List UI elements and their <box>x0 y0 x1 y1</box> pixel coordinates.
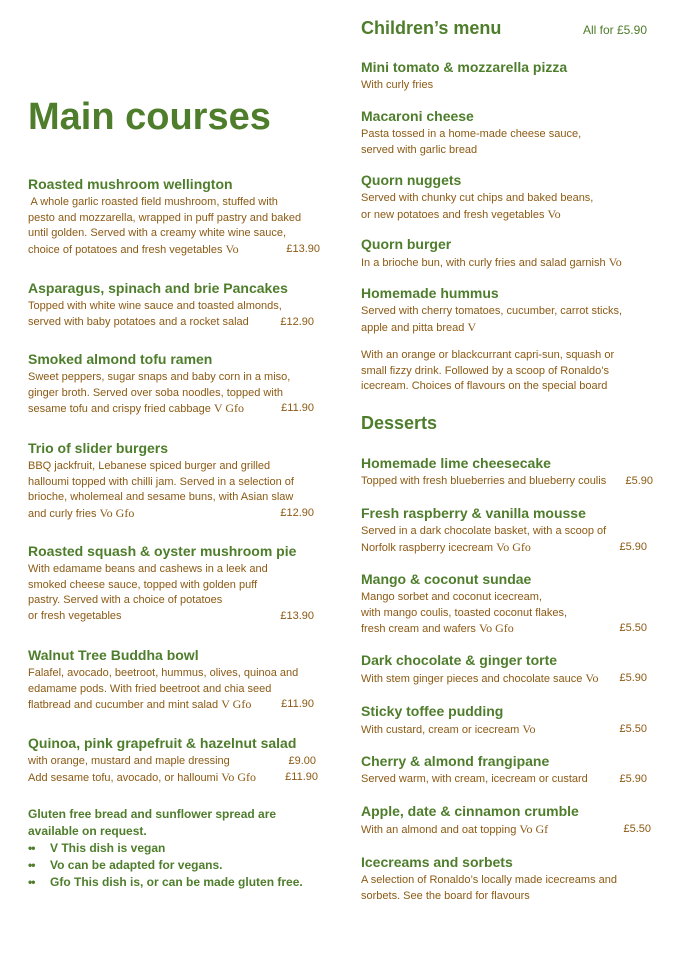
dish-desc-line: brioche, wholemeal and sesame buns, with Asian slaw <box>28 491 294 503</box>
diet-tag: V Gfo <box>213 401 245 415</box>
dish-price: £11.90 <box>285 770 318 783</box>
dish-desc-line: Served warm, with cream, icecream or custard <box>361 773 588 785</box>
dish-desc-line: Norfolk raspberry icecream <box>361 541 494 554</box>
dish-name: Macaroni cheese <box>361 108 474 124</box>
dish-desc-line: smoked cheese sauce, topped with golden puff <box>28 578 258 591</box>
dish-name: Icecreams and sorbets <box>361 854 513 870</box>
menu-item <box>28 647 314 714</box>
menu-item <box>28 280 314 330</box>
diet-tag: Vo <box>547 206 561 221</box>
dish-desc-line: Topped with white wine sauce and toasted almonds, <box>28 300 282 312</box>
dish-name: Roasted squash & oyster mushroom pie <box>28 543 297 559</box>
dish-price: £5.50 <box>619 723 647 735</box>
dish-desc-line: A selection of Ronaldo’s locally made icecreams and <box>361 874 617 886</box>
note-bullet <box>28 840 328 857</box>
dish-desc-line: Pasta tossed in a home-made cheese sauce, <box>361 128 582 140</box>
menu-item <box>28 735 318 786</box>
menu-item <box>361 753 647 788</box>
note-bullet <box>28 857 328 874</box>
dietary-notes <box>28 806 328 891</box>
dish-price: £5.90 <box>625 475 653 487</box>
dish-desc-line: With custard, cream or icecream <box>361 724 520 736</box>
dish-price: £11.90 <box>281 698 314 710</box>
main-courses-title: Main courses <box>28 96 271 138</box>
diet-tag: V <box>467 319 477 334</box>
dish-desc-line: edamame pods. With fried beetroot and chia seed <box>28 682 272 695</box>
diet-tag: Vo Gfo <box>479 621 514 635</box>
dish-desc-line: flatbread and cucumber and mint salad <box>28 699 219 711</box>
extras-line: icecream. Choices of flavours on the special board <box>361 380 608 392</box>
dish-price: £12.90 <box>280 506 314 519</box>
diet-tag: Vo <box>585 671 599 685</box>
menu-item <box>361 703 647 739</box>
menu-item <box>361 505 647 556</box>
dish-price: £13.90 <box>286 242 320 255</box>
dish-desc-line: pastry. Served with a choice of potatoes <box>28 594 223 606</box>
bullet-dot: •• <box>28 858 35 872</box>
dish-desc-line: or fresh vegetables <box>28 609 122 622</box>
diet-tag: Vo <box>608 255 622 269</box>
dish-desc-line: With curly fries <box>361 79 434 91</box>
dish-name: Apple, date & cinnamon crumble <box>361 803 579 819</box>
dish-desc-line: Topped with fresh blueberries and blueberry coulis <box>361 475 607 487</box>
dish-desc-line: In a brioche bun, with curly fries and salad garnish <box>361 257 606 269</box>
menu-item <box>28 440 314 522</box>
dish-price: £11.90 <box>281 402 314 414</box>
dish-desc-line: with orange, mustard and maple dressing <box>28 755 230 767</box>
note-text: V This dish is vegan <box>50 841 166 855</box>
dish-desc-line: Add sesame tofu, avocado, or halloumi <box>28 771 219 784</box>
dish-price: £5.50 <box>619 622 647 634</box>
menu-item <box>361 236 661 272</box>
dish-desc-line: ginger broth. Served over soba noodles, topped with <box>28 386 283 399</box>
dish-name: Sticky toffee pudding <box>361 703 504 719</box>
dish-desc-line: and curly fries <box>28 507 97 520</box>
dish-desc-line: until golden. Served with a creamy white wine sauce, <box>28 227 287 239</box>
menu-item <box>28 543 314 624</box>
diet-tag: Vo <box>225 241 239 256</box>
childrens-menu-title: Children’s menu <box>361 18 502 38</box>
diet-tag: Vo Gfo <box>99 505 135 520</box>
dish-desc-line: Served with cherry tomatoes, cucumber, carrot sticks, <box>361 305 623 317</box>
dish-desc-line: Falafel, avocado, beetroot, hummus, olives, quinoa and <box>28 667 299 679</box>
note-bullet <box>28 874 328 891</box>
bullet-dot: •• <box>28 875 35 889</box>
menu-item <box>361 652 647 688</box>
menu-item <box>361 285 651 336</box>
notes-intro: Gluten free bread and sunflower spread are <box>28 807 277 821</box>
dish-desc-line: Sweet peppers, sugar snaps and baby corn in a miso, <box>28 371 291 383</box>
dish-desc-line: served with garlic bread <box>361 143 478 156</box>
menu-item <box>28 351 314 418</box>
diet-tag: Vo Gf <box>519 822 549 836</box>
menu-item <box>361 108 651 158</box>
dish-price: £9.00 <box>288 755 316 767</box>
menu-item <box>361 455 653 490</box>
dish-desc-line: or new potatoes and fresh vegetables <box>361 208 545 221</box>
dish-name: Homemade lime cheesecake <box>361 455 551 471</box>
menu-item <box>361 571 647 638</box>
dish-price: £5.90 <box>619 773 647 785</box>
dish-name: Walnut Tree Buddha bowl <box>28 647 199 663</box>
dish-price: £12.90 <box>280 315 314 328</box>
bullet-dot: •• <box>28 841 35 855</box>
dish-desc-line: Served in a dark chocolate basket, with a scoop of <box>361 525 607 537</box>
menu-item <box>361 854 651 904</box>
childrens-menu-extras <box>361 348 647 395</box>
dish-name: Homemade hummus <box>361 285 499 301</box>
dish-price: £5.50 <box>623 823 651 835</box>
childrens-menu-price: All for £5.90 <box>582 23 647 37</box>
notes-intro: available on request. <box>28 824 147 838</box>
diet-tag: Vo Gfo <box>221 769 257 784</box>
dish-desc-line: A whole garlic roasted field mushroom, stuffed with <box>28 196 278 208</box>
dish-name: Mango & coconut sundae <box>361 571 532 587</box>
extras-line: small fizzy drink. Followed by a scoop of Ronaldo’s <box>361 364 610 377</box>
dish-desc-line: With edamame beans and cashews in a leek and <box>28 563 268 575</box>
dish-name: Quorn nuggets <box>361 172 462 188</box>
dish-name: Quinoa, pink grapefruit & hazelnut salad <box>28 735 297 751</box>
menu-item <box>28 176 320 258</box>
dish-name: Dark chocolate & ginger torte <box>361 652 558 668</box>
dish-desc-line: BBQ jackfruit, Lebanese spiced burger and grilled <box>28 460 271 472</box>
menu-item <box>361 59 651 94</box>
dish-desc-line: fresh cream and wafers <box>361 623 476 635</box>
dish-name: Asparagus, spinach and brie Pancakes <box>28 280 288 296</box>
dish-desc-line: with mango coulis, toasted coconut flakes, <box>361 606 568 619</box>
diet-tag: Vo Gfo <box>496 539 531 554</box>
dish-desc-line: sorbets. See the board for flavours <box>361 889 530 902</box>
childrens-menu-header <box>361 18 647 39</box>
dish-name: Fresh raspberry & vanilla mousse <box>361 505 586 521</box>
dish-desc-line: pesto and mozzarella, wrapped in puff pastry and baked <box>28 211 302 224</box>
dish-price: £5.90 <box>619 540 647 553</box>
dish-price: £5.90 <box>619 672 647 684</box>
diet-tag: Vo <box>522 722 536 736</box>
dish-desc-line: apple and pitta bread <box>361 321 465 334</box>
dish-price: £13.90 <box>280 609 314 622</box>
dish-name: Quorn burger <box>361 236 452 252</box>
dish-desc-line: With stem ginger pieces and chocolate sauce <box>361 673 583 685</box>
dish-name: Trio of slider burgers <box>28 440 169 456</box>
menu-item <box>361 803 651 839</box>
dish-desc-line: Served with chunky cut chips and baked beans, <box>361 192 594 204</box>
dish-desc-line: With an almond and oat topping <box>361 824 517 836</box>
dish-name: Mini tomato & mozzarella pizza <box>361 59 568 75</box>
desserts-title: Desserts <box>361 413 438 433</box>
dish-desc-line: served with baby potatoes and a rocket salad <box>28 315 249 328</box>
extras-line: With an orange or blackcurrant capri-sun, squash or <box>361 349 615 361</box>
dish-desc-line: halloumi topped with chilli jam. Served in a selection of <box>28 475 294 488</box>
menu-item <box>361 172 651 223</box>
dish-desc-line: choice of potatoes and fresh vegetables <box>28 243 223 256</box>
note-text: Vo can be adapted for vegans. <box>50 858 223 872</box>
dish-name: Cherry & almond frangipane <box>361 753 550 769</box>
dish-desc-line: Mango sorbet and coconut icecream, <box>361 591 542 603</box>
dish-name: Roasted mushroom wellington <box>28 176 233 192</box>
note-text: Gfo This dish is, or can be made gluten free. <box>50 875 303 889</box>
dish-name: Smoked almond tofu ramen <box>28 351 213 367</box>
diet-tag: V Gfo <box>221 697 252 711</box>
dish-desc-line: sesame tofu and crispy fried cabbage <box>28 403 211 415</box>
